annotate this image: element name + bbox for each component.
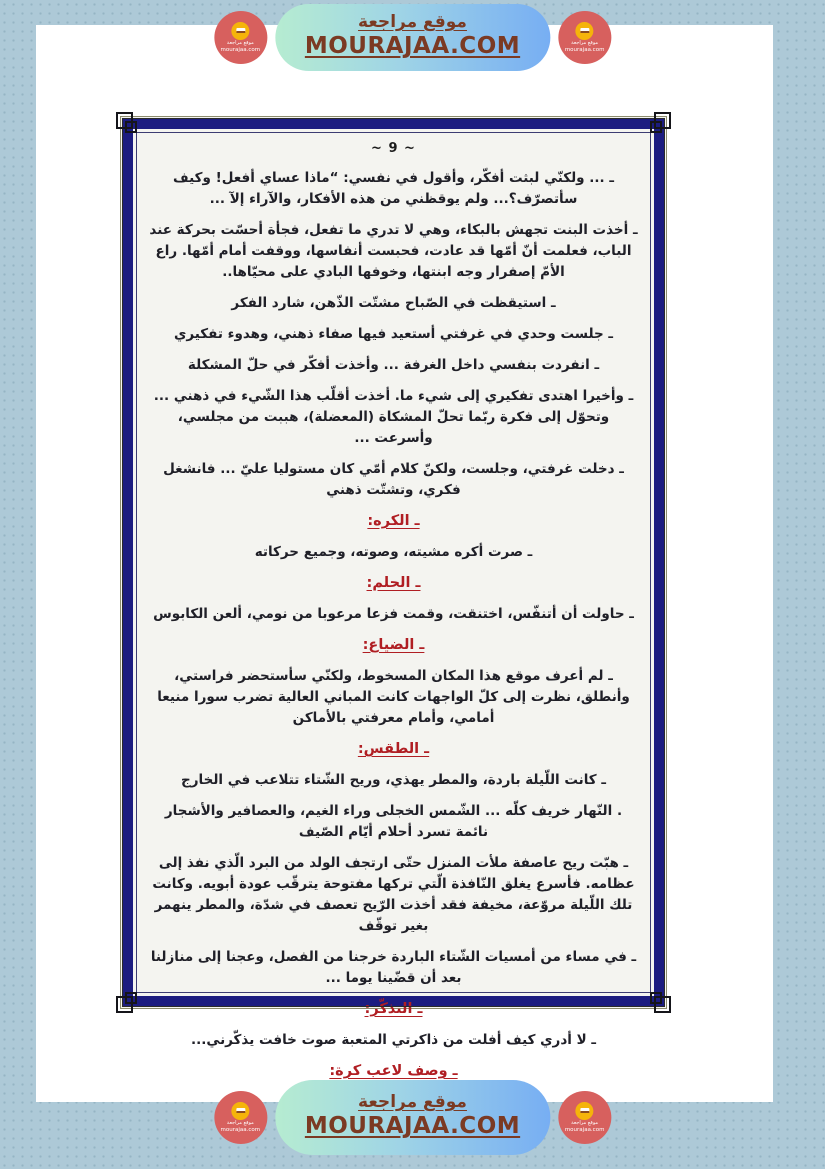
section-heading: ـ الحلم: [366, 575, 421, 591]
badge-arabic-label: موقع مراجعة [571, 39, 599, 46]
paragraph: ـ انفردت بنفسي داخل الغرفة ... وأخذت أفكّر في حلّ المشكلة [187, 357, 600, 373]
paragraph: ـ جلست وحدي في غرفتي أستعيد فيها صفاء ذهني، وهدوء تفكيري [173, 326, 614, 342]
paragraph: ـ أخذت البنت تجهش بالبكاء، وهي لا تدري ما تفعل، فجأة أحسّت بحركة عند الباب، فعلمت أنّ أمّها قد عادت، فحبست أنفاسها، ووقفت أمام أمّها. راع الأمّ إصفرار وجه ابنتها، وخوفها البادي على محيّاها.. [149, 222, 638, 280]
banner-arabic-title: موقع مراجعة [358, 1092, 467, 1112]
site-logo-badge-right [558, 11, 611, 64]
frame-band [123, 119, 664, 1079]
site-banner-link[interactable] [275, 4, 550, 71]
badge-url-label: mourajaa.com [220, 47, 261, 54]
book-icon [580, 28, 589, 33]
badge-arabic-label: موقع مراجعة [571, 1119, 599, 1126]
frame-corner-ornament [654, 112, 671, 129]
paragraph: ـ في مساء من أمسيات الشّتاء الباردة خرجنا من الفصل، وعجنا إلى منازلنا بعد أن قضّينا يوما ... [150, 949, 637, 986]
paragraph: ـ وأخيرا اهتدى تفكيري إلى شيء ما. أخذت أقلّب هذا الشّيء في ذهني ... وتحوّل إلى فكرة ربّما تحلّ المشكاة (المعضلة)، هببت من مجلسي، وأسرعت ... [153, 388, 634, 446]
badge-url-label: mourajaa.com [564, 47, 605, 54]
section-heading: ـ الطقس: [357, 741, 430, 757]
section-heading: ـ التذكّر: [364, 1001, 423, 1017]
paragraph: ـ صرت أكره مشيته، وصوته، وجميع حركاته [254, 544, 533, 560]
frame-corner-ornament [116, 996, 133, 1013]
footer-banner [214, 1080, 611, 1155]
frame-corner-ornament [654, 996, 671, 1013]
site-logo-badge-left [214, 11, 267, 64]
page-border-frame [120, 116, 667, 1079]
banner-site-name: MOURAJAA.COM [304, 33, 521, 60]
frame-inner [136, 132, 651, 1079]
paragraph: ـ دخلت غرفتي، وجلست، ولكنّ كلام أمّي كان مستوليا عليّ ... فانشغل فكري، وتشتّت ذهني [163, 461, 624, 498]
book-icon [236, 28, 245, 33]
frame-corner-ornament [116, 112, 133, 129]
page-number: ~ 9 ~ [371, 141, 416, 156]
header-banner [214, 4, 611, 71]
logo-circle [231, 22, 249, 40]
logo-circle [576, 22, 594, 40]
site-logo-badge-left [214, 1091, 267, 1144]
section-heading: ـ وصف لاعب كرة: [329, 1063, 458, 1079]
section-heading: ـ الكره: [367, 513, 420, 529]
banner-site-name: MOURAJAA.COM [304, 1113, 521, 1140]
paragraph: ـ كانت اللّيلة باردة، والمطر يهذي، وريح الشّتاء تتلاعب في الخارج [181, 772, 606, 788]
badge-arabic-label: موقع مراجعة [226, 1119, 254, 1126]
site-banner-link[interactable] [275, 1080, 550, 1155]
badge-arabic-label: موقع مراجعة [226, 39, 254, 46]
paragraph: ـ لم أعرف موقع هذا المكان المسخوط، ولكنّي سأستحضر فراستي، وأنطلق، نظرت إلى كلّ الواجهات كانت المباني العالية تضرب سورا منيعا أمامي، وأمام معرفتي بالأماكن [157, 668, 630, 726]
logo-circle [576, 1102, 594, 1120]
paragraph: ـ ... ولكنّي لبثت أفكّر، وأقول في نفسي: “ماذا عساي أفعل! وكيف سأتصرّف؟... ولم يوقظني من هذه الأفكار، والآراء إلآ ... [173, 170, 614, 207]
banner-arabic-title: موقع مراجعة [358, 12, 467, 32]
paragraph: ـ استيقظت في الصّباح مشتّت الذّهن، شارد الفكر [231, 295, 556, 311]
paragraph: ـ هبّت ريح عاصفة ملأت المنزل حتّى ارتجف الولد من البرد الّذي نفذ إلى عظامه. فأسرع يغلق النّافذة الّتي تركها مفتوحة يترقّب عودة أبويه. وكانت تلك اللّيلة مروّعة، مخيفة فقد أخذت الرّيح تعصف في شدّة، والمطر ينهمر بغير توقّف [152, 855, 635, 934]
badge-url-label: mourajaa.com [564, 1127, 605, 1134]
paragraph: . النّهار خريف كلّه ... الشّمس الخجلى وراء الغيم، والعصافير والأشجار نائمة تسرد أحلام أيّام الصّيف [164, 803, 623, 840]
site-logo-badge-right [558, 1091, 611, 1144]
paragraph: ـ حاولت أن أتنفّس، اختنقت، وقمت فزعا مرعوبا من نومي، ألعن الكابوس [153, 606, 634, 622]
section-heading: ـ الضياع: [362, 637, 425, 653]
book-icon [236, 1108, 245, 1113]
logo-circle [231, 1102, 249, 1120]
badge-url-label: mourajaa.com [220, 1127, 261, 1134]
document-body [149, 141, 638, 1082]
book-icon [580, 1108, 589, 1113]
paragraph: ـ لا أدري كيف أفلت من ذاكرتي المتعبة صوت خافت يذكّرني... [191, 1032, 596, 1048]
